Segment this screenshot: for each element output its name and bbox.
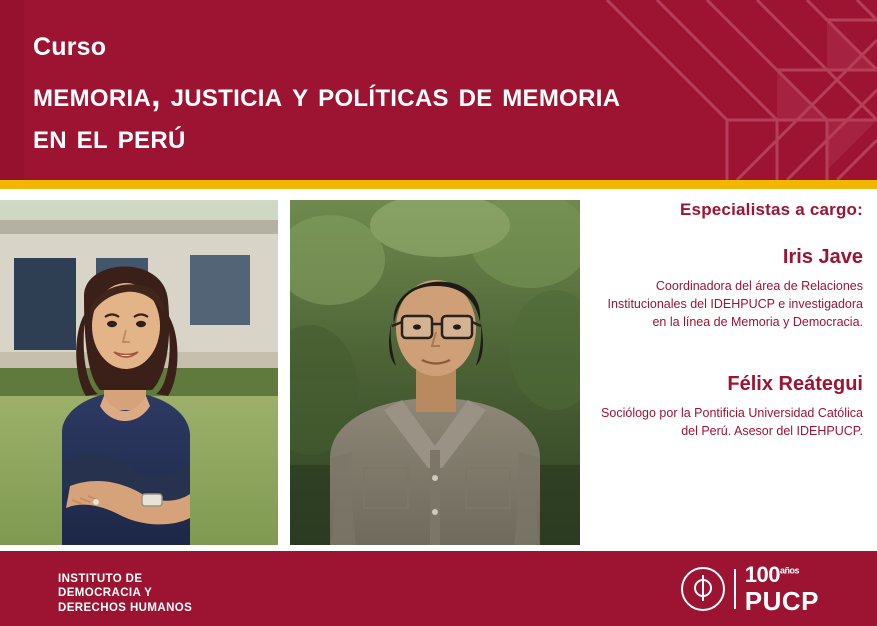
specialist-description: Sociólogo por la Pontificia Universidad Católica del Perú. Asesor del IDEHPUCP.: [601, 406, 863, 438]
institute-line-2: DEMOCRACIA Y: [58, 587, 153, 600]
specialist-entry: [595, 373, 863, 441]
institute-line-3: DERECHOS HUMANOS: [58, 601, 193, 614]
logo-divider: [734, 569, 736, 609]
pucp-seal-icon: [681, 567, 725, 611]
specialists-panel: [595, 200, 863, 441]
specialist-name: Félix Reátegui: [727, 373, 863, 396]
anniversary-suffix: años: [779, 565, 799, 576]
idehpucp-logo: [58, 572, 192, 615]
pucp-logo: [681, 562, 819, 616]
photo-iris-jave: [0, 200, 278, 545]
gold-divider: [0, 180, 877, 189]
anniversary-number-wrapper: [745, 564, 819, 586]
header-left-accent-bar: [0, 0, 24, 180]
header-banner: [0, 0, 877, 180]
institute-line-1: INSTITUTO DE: [58, 573, 143, 585]
specialist-description: Coordinadora del área de Relaciones Institucionales del IDEHPUCP e investigadora en la línea de Memoria y Democracia.: [607, 279, 863, 329]
kicker-label: Curso: [33, 33, 107, 61]
page-title-line-2: en el perú: [33, 118, 186, 157]
photo-felix-reategui: [290, 200, 580, 545]
specialist-entry: [595, 246, 863, 331]
specialist-name: Iris Jave: [782, 246, 863, 268]
specialists-heading: Especialistas a cargo:: [680, 200, 863, 219]
pucp-wordmark: [745, 564, 819, 614]
anniversary-number: 100: [744, 562, 780, 587]
university-acronym: PUCP: [744, 586, 819, 616]
page-title-line-1: memoria, justicia y políticas de memoria: [33, 76, 621, 114]
page-title: [33, 74, 853, 158]
